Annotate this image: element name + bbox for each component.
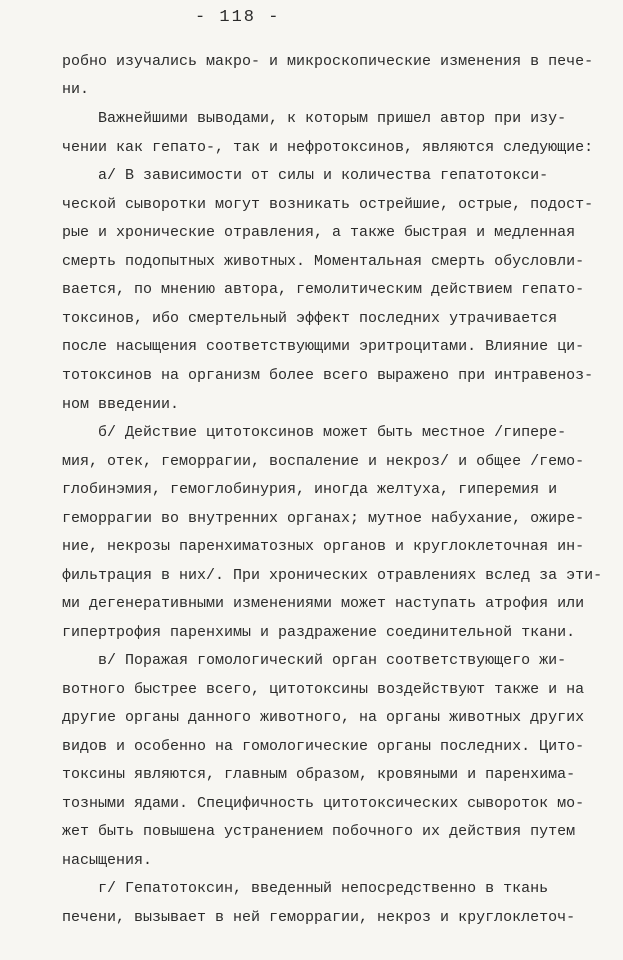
text-line: мия, отек, геморрагии, воспаление и некроз/ и общее /гемо- (62, 453, 585, 470)
text-line: ном введении. (62, 396, 180, 413)
text-line: жет быть повышена устранением побочного их действия путем (62, 823, 576, 840)
text-line: Важнейшими выводами, к которым пришел автор при изу- (62, 110, 567, 127)
text-line: в/ Поражая гомологический орган соответствующего жи- (62, 652, 567, 669)
text-line: после насыщения соответствующими эритроцитами. Влияние ци- (62, 338, 585, 355)
text-line: гипертрофия паренхимы и раздражение соединительной ткани. (62, 624, 576, 641)
text-line: ческой сыворотки могут возникать острейшие, острые, подост- (62, 196, 594, 213)
text-line: печени, вызывает в ней геморрагии, некроз и круглоклеточ- (62, 909, 576, 926)
text-line: смерть подопытных животных. Моментальная смерть обусловли- (62, 253, 585, 270)
text-line: вотного быстрее всего, цитотоксины воздействуют также и на (62, 681, 585, 698)
text-line: глобинэмия, гемоглобинурия, иногда желтуха, гиперемия и (62, 481, 558, 498)
text-line: видов и особенно на гомологические органы последних. Цито- (62, 738, 585, 755)
text-line: геморрагии во внутренних органах; мутное набухание, ожире- (62, 510, 585, 527)
text-line: чении как гепато-, так и нефротоксинов, являются следующие: (62, 139, 594, 156)
text-line: б/ Действие цитотоксинов может быть местное /гипере- (62, 424, 567, 441)
text-line: рые и хронические отравления, а также быстрая и медленная (62, 224, 576, 241)
text-line: ни. (62, 81, 90, 98)
page-number: - 118 - (195, 8, 281, 27)
text-line: ние, некрозы паренхиматозных органов и круглоклеточная ин- (62, 538, 585, 555)
text-line: тозными ядами. Специфичность цитотоксических сывороток мо- (62, 795, 585, 812)
text-line: фильтрация в них/. При хронических отравлениях вслед за эти- (62, 567, 603, 584)
text-line: ми дегенеративными изменениями может наступать атрофия или (62, 595, 585, 612)
text-line: насыщения. (62, 852, 153, 869)
text-line: другие органы данного животного, на органы животных других (62, 709, 585, 726)
text-line: тотоксинов на организм более всего выражено при интравеноз- (62, 367, 594, 384)
text-line: а/ В зависимости от силы и количества гепатотокси- (62, 167, 549, 184)
text-line: робно изучались макро- и микроскопические изменения в пече- (62, 53, 594, 70)
text-line: вается, по мнению автора, гемолитическим действием гепато- (62, 281, 585, 298)
text-line: г/ Гепатотоксин, введенный непосредственно в ткань (62, 880, 549, 897)
text-line: токсинов, ибо смертельный эффект последних утрачивается (62, 310, 558, 327)
text-line: токсины являются, главным образом, кровяными и паренхима- (62, 766, 576, 783)
